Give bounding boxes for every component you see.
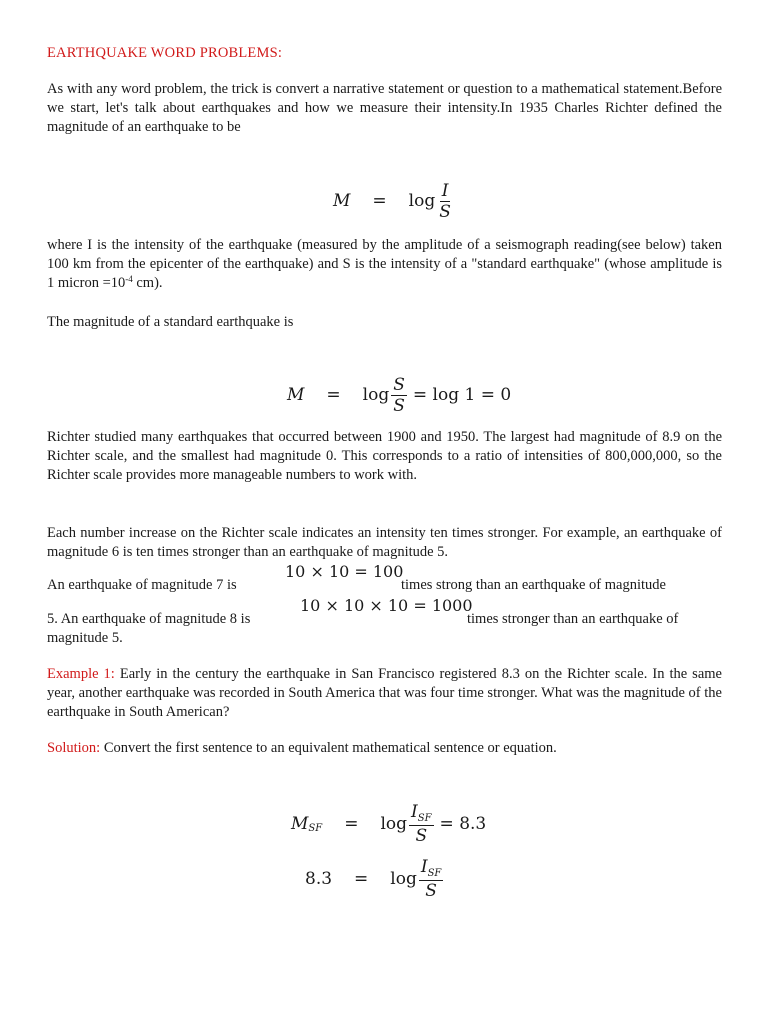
eq4-numerator [419,858,444,881]
eq2-log: log [362,385,390,405]
p2-text: where I is the intensity of the earthquake (measured by the amplitude of a seismograph reading(see below) taken 100 km from the epicenter of the earthquake) and S is the intensity of a "standard earthquake" (whose amplitude is 1 micron =10 [47,237,722,291]
eq3-num-letter: I [411,802,418,822]
eq2-fraction [391,376,407,415]
eq1-equals: = [372,191,387,211]
solution-text: Convert the first sentence to an equivalent mathematical sentence or equation. [100,740,557,756]
eq2-numerator: S [393,375,405,395]
eq3-lhs: M [291,813,309,834]
scale-paragraph: Each number increase on the Richter scale indicates an intensity ten times stronger. For example, an earthquake of magnitude 6 is ten times stronger than an earthquake of magnitude 5. [47,525,722,560]
eq1-denominator: S [439,202,451,222]
mag8-equation: 10 × 10 × 10 = 1000 [300,596,473,615]
eq1-fraction [437,182,453,221]
eq2-equals: = [326,385,341,405]
eq1-lhs: M [333,191,351,211]
eq4-num-letter: I [420,857,428,877]
intensity-paragraph [47,236,722,293]
standard-paragraph: The magnitude of a standard earthquake is [47,314,294,330]
sf-formula-rewritten [305,858,445,900]
eq3-equals: = [344,813,359,834]
eq4-num-sub: SF [427,868,442,879]
p2-exponent: -4 [125,274,133,284]
mag8-text-end: times stronger than an earthquake of [467,611,679,627]
magnitude-8-line-end: magnitude 5. [47,630,123,646]
eq1-numerator: I [441,181,449,201]
mag7-text-end: times strong than an earthquake of magnitude [401,577,666,593]
eq3-denominator: S [415,826,428,846]
eq3-rest: = 8.3 [439,813,487,834]
p2-unit: cm). [132,275,163,291]
mag7-text: An earthquake of magnitude 7 is [47,577,237,593]
richter-formula [333,182,455,221]
eq4-log: log [390,868,417,889]
example-label: Example 1: [47,666,115,682]
eq2-denominator: S [393,396,405,416]
eq3-num-sub: SF [417,813,432,824]
example-text: Early in the century the earthquake in San Francisco registered 8.3 on the Richter scale. In the same year, another earthquake was recorded in South America that was four time stronger. What was the magnitude of the earthquake in South American? [47,666,722,720]
example-paragraph [47,665,722,722]
eq4-equals: = [354,868,369,889]
mag7-equation: 10 × 10 = 100 [285,562,404,581]
solution-label: Solution: [47,740,101,756]
eq4-fraction [419,858,444,900]
eq3-log: log [380,813,408,834]
intro-paragraph: As with any word problem, the trick is convert a narrative statement or question to a mathematical statement.Before we start, let's talk about earthquakes and how we measure their intensity.In 1935 Charles Richter defined the magnitude of an earthquake to be [47,81,722,135]
eq3-numerator [409,803,434,826]
document-page [47,0,722,1024]
eq3-fraction [409,803,434,845]
page-title: EARTHQUAKE WORD PROBLEMS: [47,45,283,61]
standard-formula [287,376,511,415]
mag8-text: 5. An earthquake of magnitude 8 is [47,611,251,627]
eq1-log: log [408,191,436,211]
eq2-lhs: M [287,385,305,405]
sf-formula [291,803,486,845]
eq4-denominator: S [425,881,437,901]
eq4-lhs: 8.3 [305,868,333,889]
eq2-rest: = log 1 = 0 [412,385,512,405]
eq3-lhs-sub: SF [308,822,323,834]
richter-study-paragraph: Richter studied many earthquakes that occurred between 1900 and 1950. The largest had magnitude of 8.9 on the Richter scale, and the smallest had magnitude 0. This corresponds to a ratio of intensities of 800,000,000, so the Richter scale provides more manageable numbers to work with. [47,429,722,483]
solution-paragraph [47,739,722,758]
